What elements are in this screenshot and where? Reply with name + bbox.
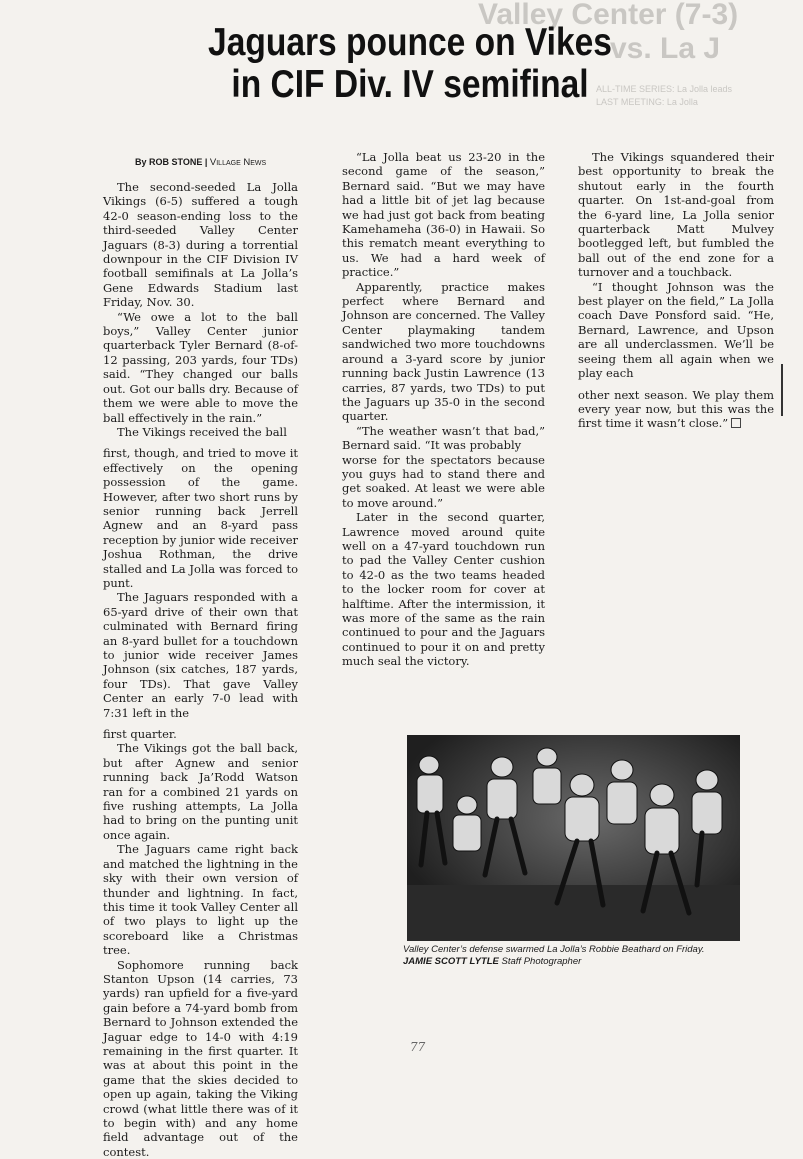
paragraph [578, 388, 774, 431]
paragraph: “The weather wasn’t that bad,” Bernard said. “It was probably [342, 423, 545, 453]
bleed-through-text: LAST MEETING: La Jolla [596, 97, 698, 107]
paragraph: Sophomore running back Stanton Upson (14 carries, 73 yards) ran upfield for a five-yard gain before a 74-yard bomb from Bernard to Johnson extended the Jaguar edge to 14-0 with 4:19 remaining in the first quarter. It was at about this point in the game that the skies decided to open up again, taking the Viking crowd (what little there was of it to begin with) and any home field advantage out of the contest. [103, 957, 298, 1159]
bleed-through-text: vs. La J [610, 32, 721, 65]
paragraph: The second-seeded La Jolla Vikings (6-5) suffered a tough 42-0 season-ending loss to the third-seeded Valley Center Jaguars (8-3) during a torrential downpour in the CIF Division IV football semifinals at La Jolla’s Gene Edwards Stadium last Friday, Nov. 30. [103, 180, 298, 310]
bleed-through-text: Valley Center (7-3) [478, 0, 739, 31]
photo-caption [403, 944, 753, 968]
paragraph: The Jaguars responded with a 65-yard drive of their own that culminated with Bernard firing an 8-yard bullet for a touchdown to junior wide receiver James Johnson (six catches, 187 yards, four TDs). That gave Valley Center an early 7-0 lead with 7:31 left in the [103, 590, 298, 720]
byline: By ROB STONE | Village News [135, 157, 267, 168]
paragraph: “I thought Johnson was the best player on the field,” La Jolla coach Dave Ponsford said. “He, Bernard, Lawrence, and Upson are all underclassmen. We’ll be seeing them all again when we play each [578, 279, 774, 381]
byline-outlet: Village News [209, 157, 267, 168]
photo-credit-title: Staff Photographer [501, 956, 582, 967]
bleed-through-text: ALL-TIME SERIES: La Jolla leads [596, 84, 733, 94]
headline-line: in CIF Div. IV semifinal [231, 63, 589, 106]
paragraph: Later in the second quarter, Lawrence moved around quite well on a 47-yard touchdown run to pad the Valley Center cushion to 42-0 as the two teams headed to the locker room for cover at halftime. After the intermission, it was more of the same as the rain continued to pour and the Jaguars continued to pour it on and pretty much seal the victory. [342, 510, 545, 669]
paragraph: The Vikings received the ball [117, 424, 287, 439]
paragraph: The Vikings squandered their best opportunity to break the shutout early in the fourth quarter. On 1st-and-goal from the 6-yard line, La Jolla senior quarterback Matt Mulvey bootlegged left, but fumbled the ball out of the end zone for a turnover and a touchback. [578, 150, 774, 280]
closing-quote: other next season. We play them every year now, but this was the first time it wasn’t close.” [578, 387, 774, 431]
game-photo [407, 735, 740, 941]
paragraph: The Jaguars came right back and matched the lightning in the sky with their own version of thunder and lightning. In fact, this time it took Valley Center all of two plays to light up the scoreboard like a Christmas tree. [103, 842, 298, 958]
photo-credit: JAMIE SCOTT LYTLE [403, 956, 499, 967]
end-mark-icon [731, 418, 741, 428]
byline-author: By ROB STONE [135, 157, 203, 167]
caption-text: Valley Center’s defense swarmed La Jolla’s Robbie Beathard on Friday. [403, 944, 705, 955]
article-headline [208, 22, 612, 106]
column-rule [781, 364, 783, 416]
headline-line: Jaguars pounce on Vikes [208, 21, 612, 64]
paragraph: “We owe a lot to the ball boys,” Valley Center junior quarterback Tyler Bernard (8-of-12 passing, 203 yards, four TDs) said. “They changed our balls out. Got our balls dry. Because of them we were able to move the ball effectively in the rain.” [103, 309, 298, 425]
paragraph: The Vikings got the ball back, but after Agnew and senior running back Ja’Rodd Watson ran for a combined 21 yards on five rushing attempts, La Jolla had to bring on the punting unit once again. [103, 741, 298, 842]
football-players-photo [407, 735, 740, 941]
page-number: 77 [410, 1040, 426, 1054]
article-column-2 [342, 150, 545, 669]
article-column-1 [103, 180, 298, 1159]
paragraph: first quarter. [103, 727, 177, 742]
article-column-3 [578, 150, 774, 431]
paragraph: “La Jolla beat us 23-20 in the second game of the season,” Bernard said. “But we may have had a little bit of jet lag because we had just got back from beating Kamehameha (36-0) in Hawaii. So this rematch meant everything to us. We had a hard week of practice.” [342, 150, 545, 280]
paragraph: Apparently, practice makes perfect where Bernard and Johnson are concerned. The Valley Center playmaking tandem sandwiched two more touchdowns around a 3-yard score by junior running back Justin Lawrence (13 carries, 87 yards, two TDs) to put the Jaguars up 35-0 in the second quarter. [342, 279, 545, 424]
paragraph: first, though, and tried to move it effectively on the opening possession of the game. However, after two short runs by senior running back Jerrell Agnew and an 8-yard pass reception by junior wide receiver Joshua Rothman, the drive stalled and La Jolla was forced to punt. [103, 446, 298, 590]
paragraph: worse for the spectators because you guys had to stand there and get soaked. At least we were able to move around.” [342, 452, 545, 510]
